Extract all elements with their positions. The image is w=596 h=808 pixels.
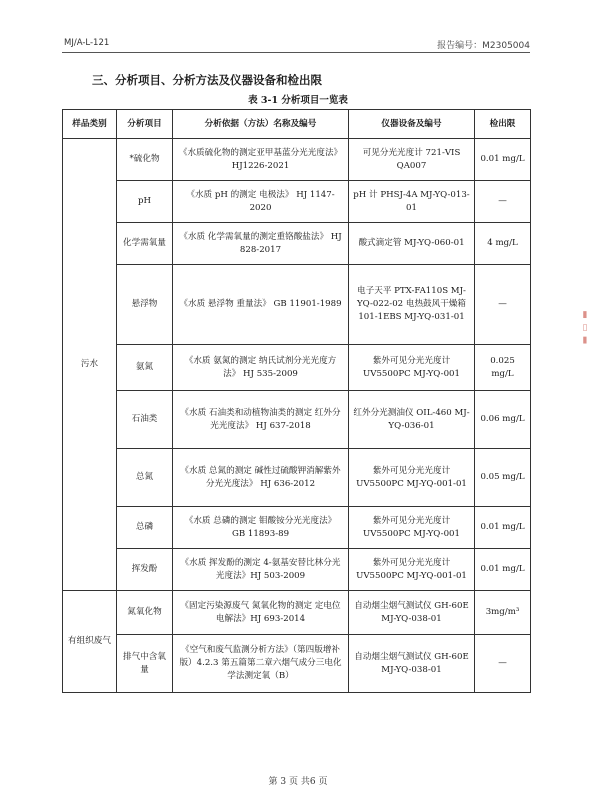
seal-stamp-mark: ▮ ▯ ▮ — [580, 310, 590, 346]
table-row — [63, 139, 531, 181]
method-cell: 《水质 挥发酚的测定 4-氨基安替比林分光光度法》HJ 503-2009 — [173, 549, 349, 591]
limit-cell: 0.01 mg/L — [475, 139, 531, 181]
limit-cell: 4 mg/L — [475, 223, 531, 265]
section-title: 三、分析项目、分析方法及仪器设备和检出限 — [92, 73, 322, 87]
method-cell: 《水质 化学需氧量的测定重铬酸盐法》 HJ 828-2017 — [173, 223, 349, 265]
limit-cell: — — [475, 635, 531, 693]
item-cell: 挥发酚 — [117, 549, 173, 591]
instrument-cell: 紫外可见分光光度计 UV5500PC MJ-YQ-001-01 — [349, 449, 475, 507]
method-cell: 《水质 氨氮的测定 纳氏试剂分光光度方法》 HJ 535-2009 — [173, 345, 349, 391]
table-row — [63, 635, 531, 693]
table-row — [63, 449, 531, 507]
instrument-cell: 紫外可见分光光度计 UV5500PC MJ-YQ-001-01 — [349, 549, 475, 591]
method-cell: 《空气和废气监测分析方法》（第四版增补版）4.2.3 第五篇第二章六烟气成分三电化学法测定氧（B） — [173, 635, 349, 693]
table-row — [63, 223, 531, 265]
col-header-category: 样品类别 — [63, 110, 117, 139]
table-row — [63, 391, 531, 449]
instrument-cell: 紫外可见分光光度计 UV5500PC MJ-YQ-001 — [349, 507, 475, 549]
item-cell: 总氮 — [117, 449, 173, 507]
table-row — [63, 507, 531, 549]
table-row — [63, 181, 531, 223]
instrument-cell: 自动烟尘烟气测试仪 GH-60E MJ-YQ-038-01 — [349, 591, 475, 635]
limit-cell: 0.06 mg/L — [475, 391, 531, 449]
analysis-table — [62, 109, 531, 693]
category-cell: 污水 — [63, 139, 117, 591]
limit-cell: — — [475, 265, 531, 345]
table-row — [63, 345, 531, 391]
table-header-row — [63, 110, 531, 139]
limit-cell: 3mg/m³ — [475, 591, 531, 635]
method-cell: 《水质 总氮的测定 碱性过硫酸钾消解紫外分光光度法》 HJ 636-2012 — [173, 449, 349, 507]
item-cell: pH — [117, 181, 173, 223]
method-cell: 《水质 悬浮物 重量法》 GB 11901-1989 — [173, 265, 349, 345]
report-number: 报告编号：M2305004 — [437, 41, 530, 51]
item-cell: 排气中含氧量 — [117, 635, 173, 693]
instrument-cell: pH 计 PHSJ-4A MJ-YQ-013-01 — [349, 181, 475, 223]
page-number: 第 3 页 共6 页 — [268, 777, 328, 787]
item-cell: 氨氮 — [117, 345, 173, 391]
col-header-method: 分析依据（方法）名称及编号 — [173, 110, 349, 139]
instrument-cell: 酸式滴定管 MJ-YQ-060-01 — [349, 223, 475, 265]
table-row — [63, 591, 531, 635]
limit-cell: 0.01 mg/L — [475, 549, 531, 591]
table-row — [63, 265, 531, 345]
col-header-instrument: 仪器设备及编号 — [349, 110, 475, 139]
item-cell: 悬浮物 — [117, 265, 173, 345]
method-cell: 《水质 总磷的测定 钼酸铵分光光度法》 GB 11893-89 — [173, 507, 349, 549]
table-title: 表 3-1 分析项目一览表 — [248, 95, 348, 106]
limit-cell: 0.01 mg/L — [475, 507, 531, 549]
limit-cell: 0.05 mg/L — [475, 449, 531, 507]
item-cell: 总磷 — [117, 507, 173, 549]
limit-cell: — — [475, 181, 531, 223]
method-cell: 《水质 石油类和动植物油类的测定 红外分光光度法》 HJ 637-2018 — [173, 391, 349, 449]
instrument-cell: 自动烟尘烟气测试仪 GH-60E MJ-YQ-038-01 — [349, 635, 475, 693]
instrument-cell: 可见分光光度计 721-VIS QA007 — [349, 139, 475, 181]
document-code: MJ/A-L-121 — [64, 38, 110, 48]
method-cell: 《水质 pH 的测定 电极法》 HJ 1147-2020 — [173, 181, 349, 223]
col-header-item: 分析项目 — [117, 110, 173, 139]
header-divider — [62, 52, 530, 53]
instrument-cell: 紫外可见分光光度计 UV5500PC MJ-YQ-001 — [349, 345, 475, 391]
instrument-cell: 红外分光测油仪 OIL-460 MJ-YQ-036-01 — [349, 391, 475, 449]
category-cell: 有组织废气 — [63, 591, 117, 693]
table-row — [63, 549, 531, 591]
method-cell: 《固定污染源废气 氮氧化物的测定 定电位电解法》HJ 693-2014 — [173, 591, 349, 635]
item-cell: 石油类 — [117, 391, 173, 449]
limit-cell: 0.025 mg/L — [475, 345, 531, 391]
item-cell: *硫化物 — [117, 139, 173, 181]
col-header-limit: 检出限 — [475, 110, 531, 139]
instrument-cell: 电子天平 PTX-FA110S MJ-YQ-022-02 电热鼓风干燥箱 101-1EBS MJ-YQ-031-01 — [349, 265, 475, 345]
method-cell: 《水质硫化物的测定亚甲基蓝分光光度法》HJ1226-2021 — [173, 139, 349, 181]
item-cell: 氮氧化物 — [117, 591, 173, 635]
item-cell: 化学需氧量 — [117, 223, 173, 265]
